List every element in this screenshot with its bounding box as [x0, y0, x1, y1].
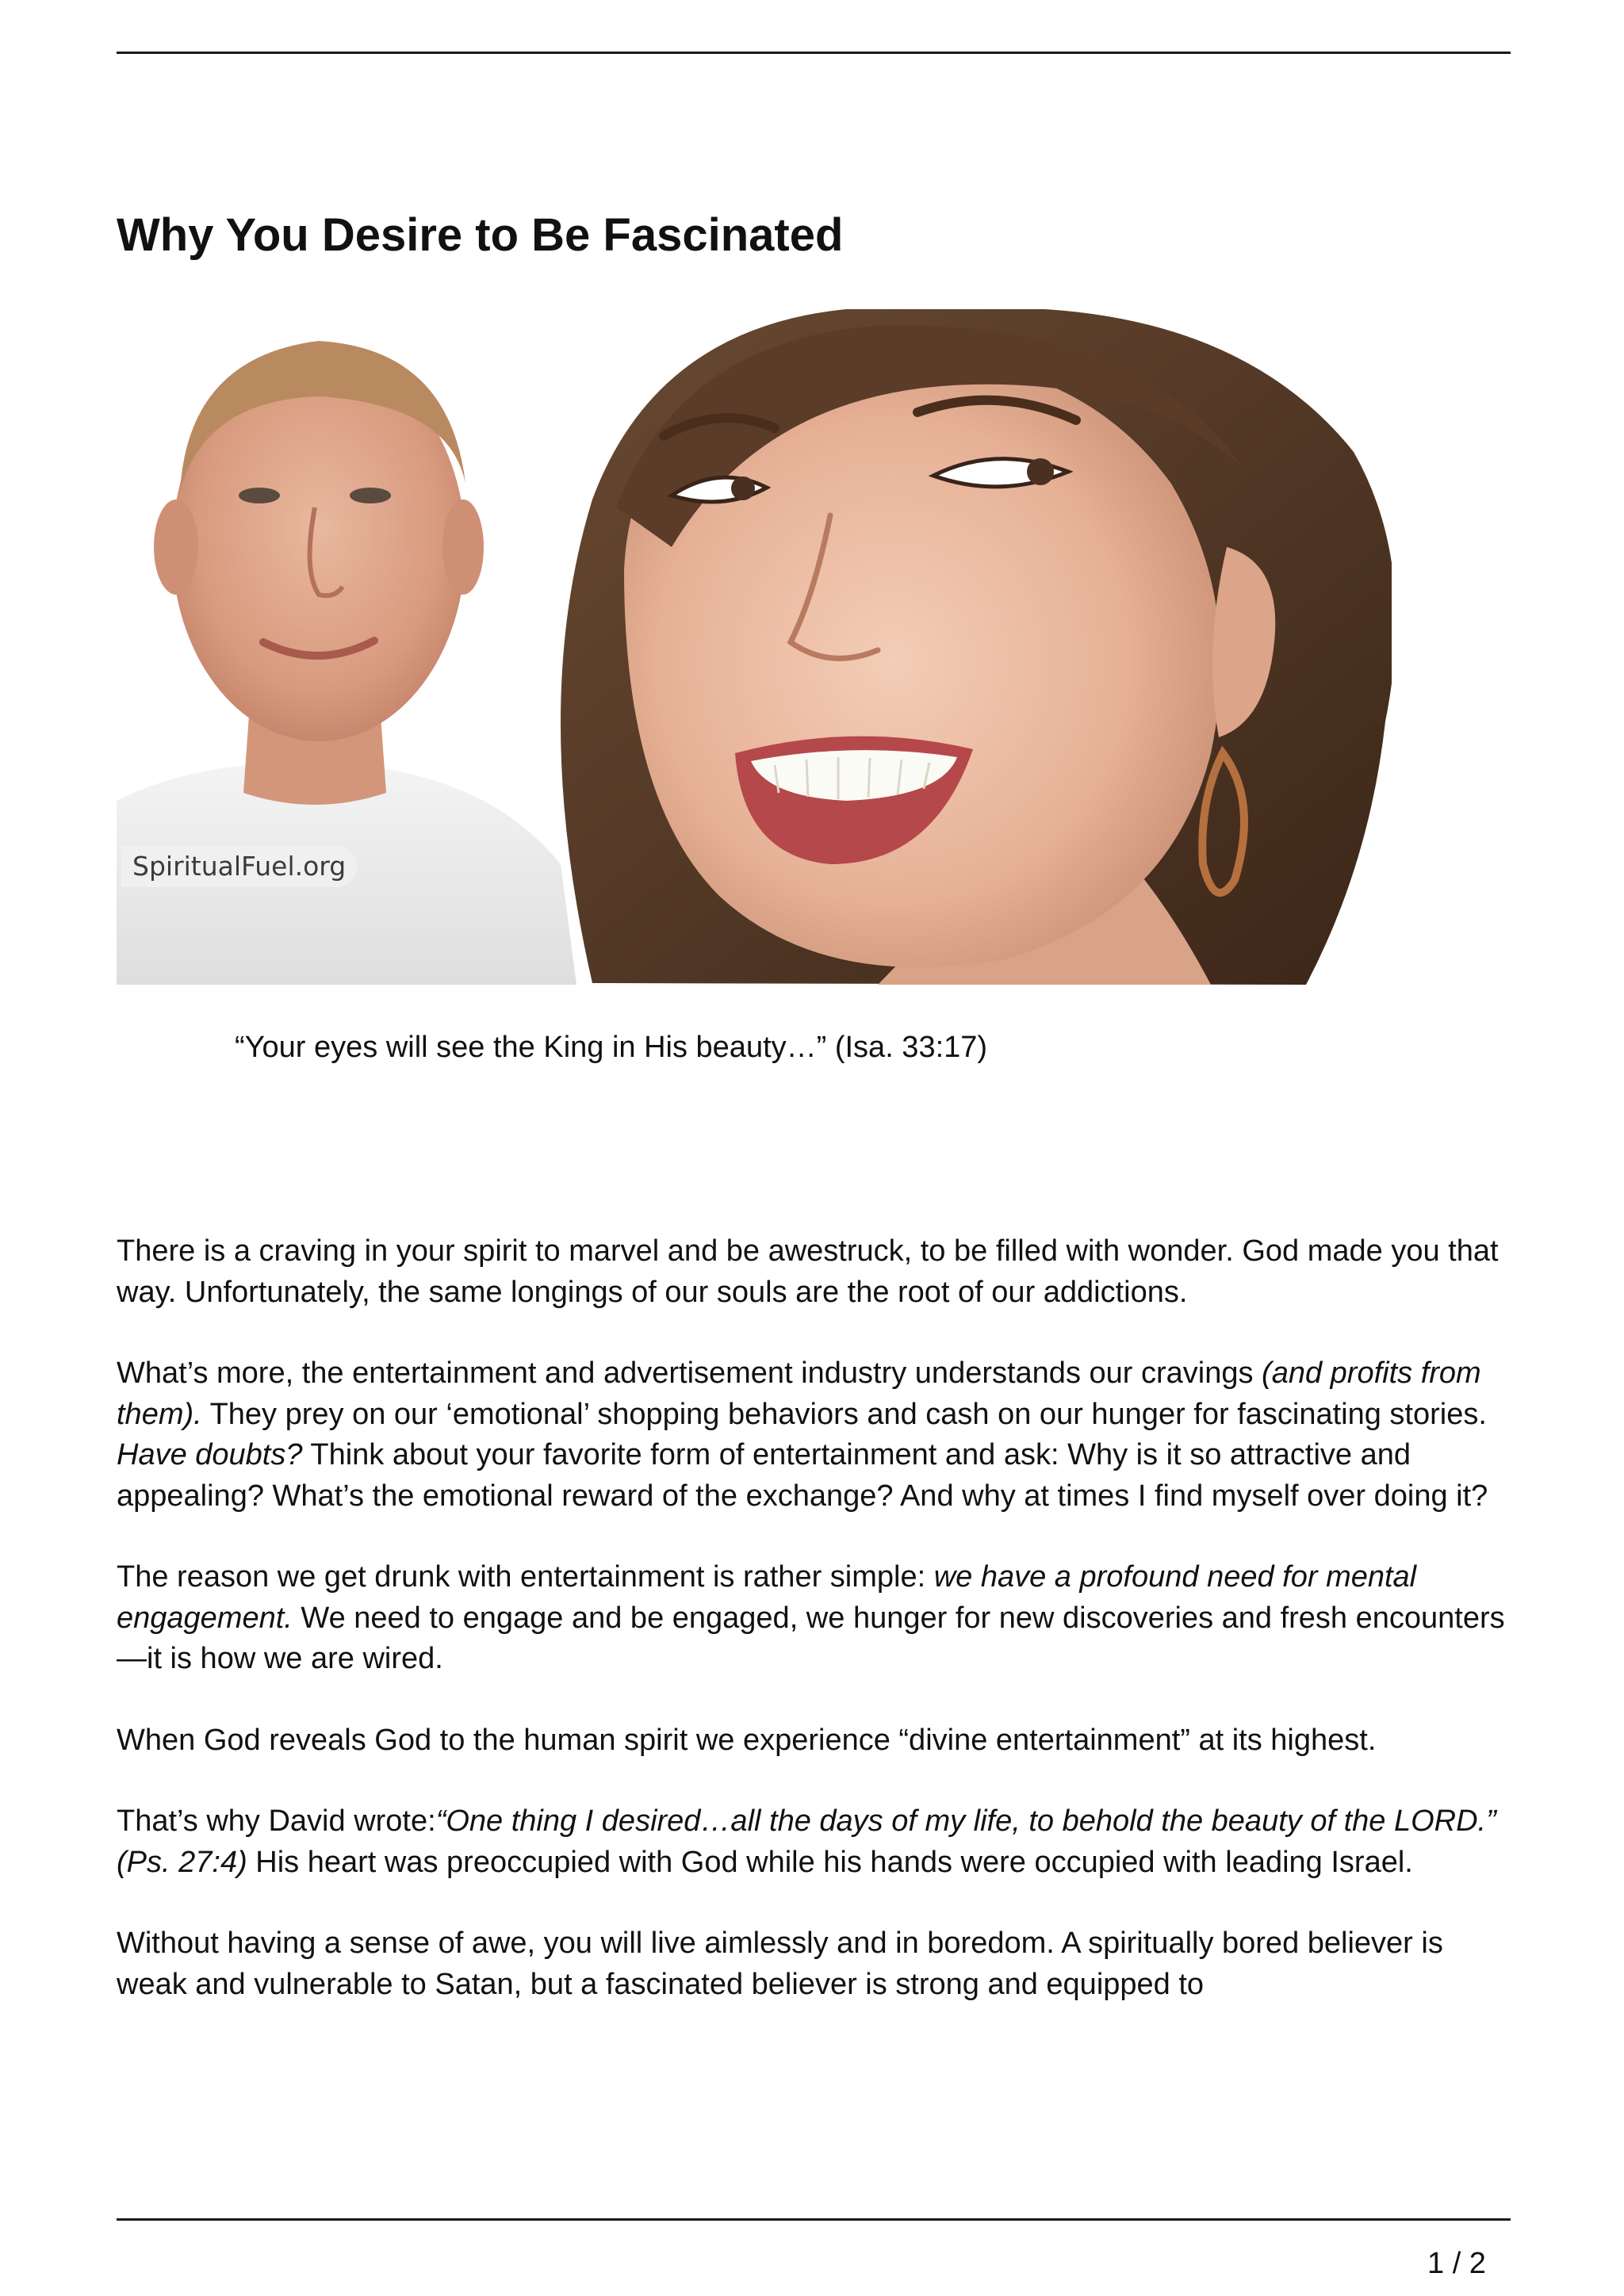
italic-text: (and profits from them). [117, 1357, 1481, 1431]
italic-text: Have doubts? [117, 1438, 303, 1471]
watermark-label: SpiritualFuel.org [121, 846, 357, 887]
page-number: 1 / 2 [1427, 2247, 1486, 2280]
italic-text: we have a profound need for mental engagement. [117, 1560, 1417, 1635]
paragraph [117, 1353, 1520, 1517]
footer-rule [117, 2218, 1511, 2221]
article-body [117, 1231, 1520, 2045]
paragraph: There is a craving in your spirit to marvel and be awestruck, to be filled with wonder. God made you that way. Unfortunately, the same longings of our souls are the root of our addictions. [117, 1234, 1499, 1309]
text-run: They prey on our ‘emotional’ shopping behaviors and cash on our hunger for fascinating stories. [201, 1397, 1487, 1431]
text-run: What’s more, the entertainment and advertisement industry understands our cravings [117, 1357, 1262, 1390]
text-run: That’s why David wrote: [117, 1804, 436, 1838]
paragraph: Without having a sense of awe, you will live aimlessly and in boredom. A spiritually bored believer is weak and vulnerable to Satan, but a fascinated believer is strong and equipped to [117, 1927, 1443, 2001]
article-title: Why You Desire to Be Fascinated [117, 209, 844, 261]
paragraph [117, 1557, 1520, 1680]
text-run: We need to engage and be engaged, we hunger for new discoveries and fresh encounters—it is how we are wired. [117, 1601, 1505, 1675]
header-rule [117, 52, 1511, 54]
article-photo [117, 309, 1392, 985]
paragraph: When God reveals God to the human spirit we experience “divine entertainment” at its highest. [117, 1723, 1377, 1757]
text-run: His heart was preoccupied with God while his hands were occupied with leading Israel. [247, 1845, 1413, 1879]
text-run: The reason we get drunk with entertainment is rather simple: [117, 1560, 934, 1594]
epigraph-quote: “Your eyes will see the King in His beauty…” (Isa. 33:17) [235, 1031, 988, 1064]
italic-text: “One thing I desired…all the days of my life, to behold the beauty of the LORD.” (Ps. 27:4) [117, 1804, 1496, 1879]
paragraph [117, 1801, 1520, 1883]
text-run: Think about your favorite form of entertainment and ask: Why is it so attractive and appealing? What’s the emotional reward of the exchange? And why at times I find myself over doing it? [117, 1438, 1488, 1513]
